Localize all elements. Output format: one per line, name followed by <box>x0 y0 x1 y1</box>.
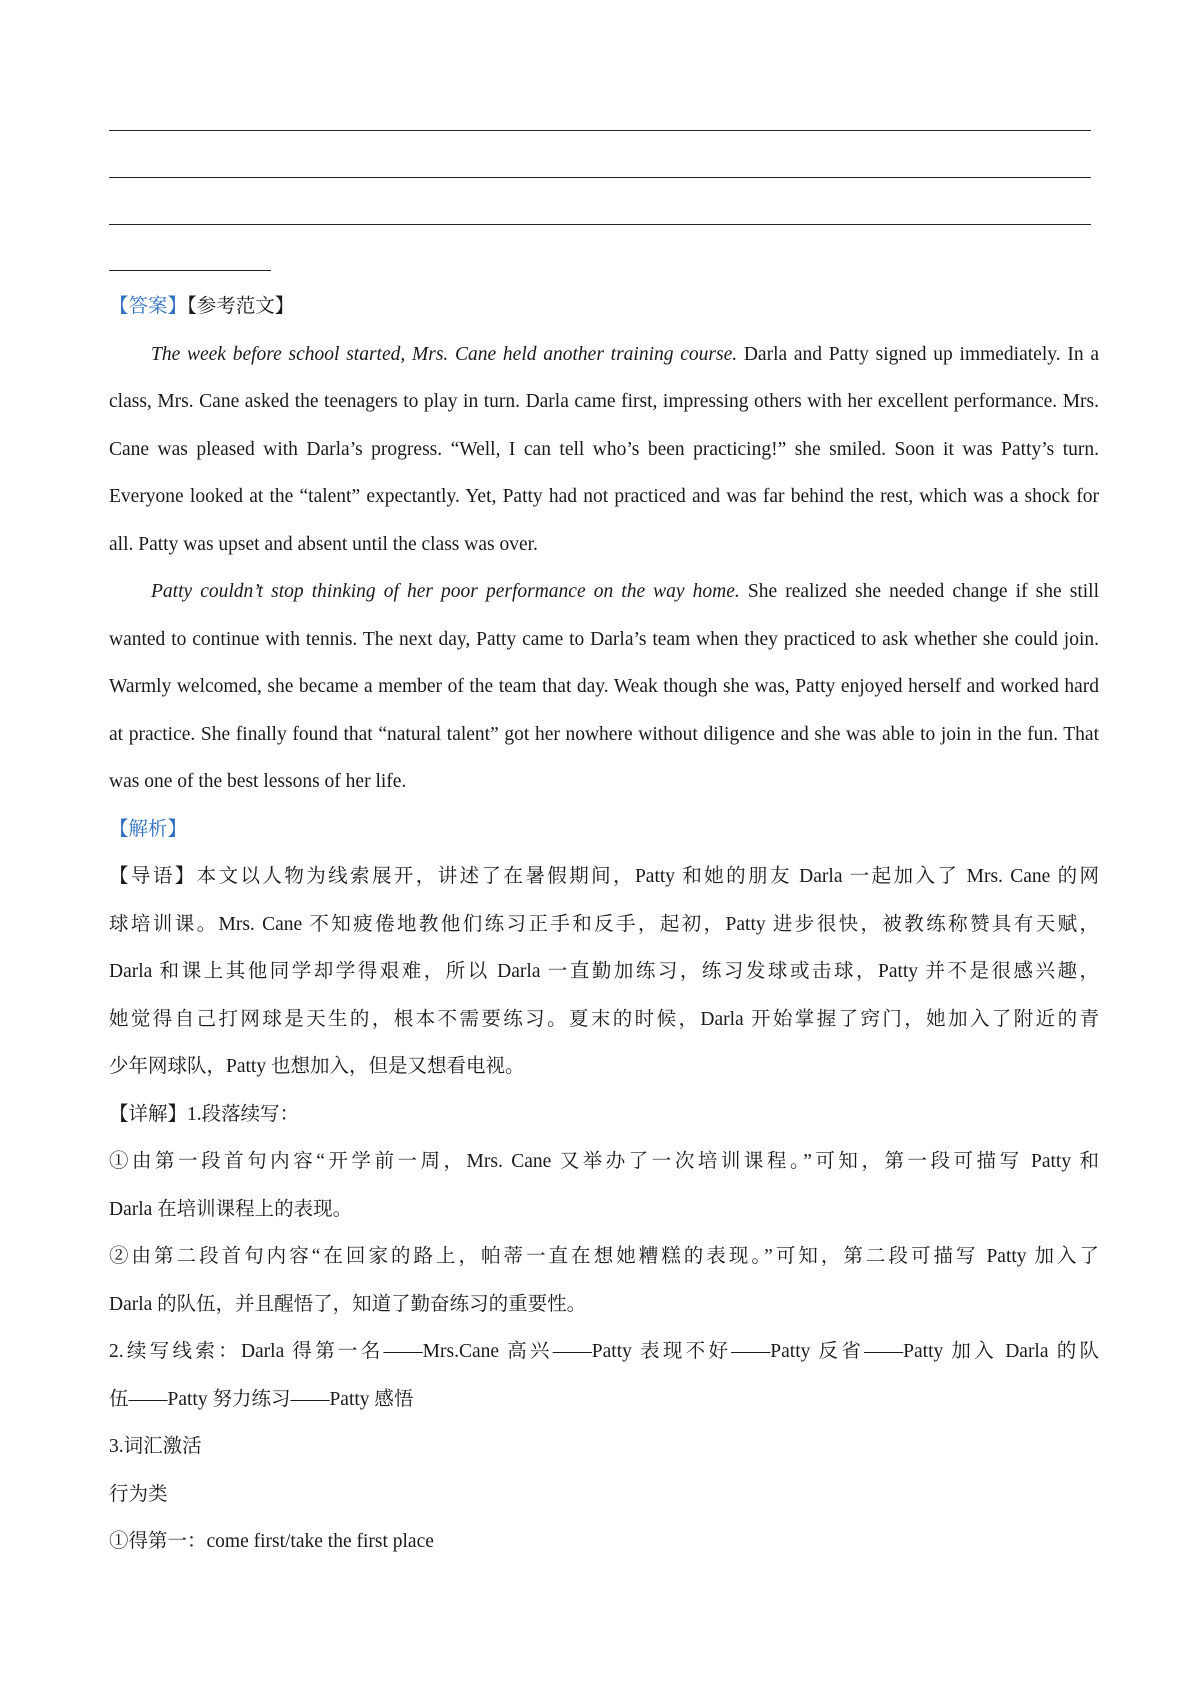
analysis-intro-line: Darla 和课上其他同学却学得艰难，所以 Darla 一直勤加练习，练习发球或击球，Patty 并不是很感兴趣， <box>109 961 1099 982</box>
vocab-category: 行为类 <box>109 1483 168 1505</box>
analysis-intro <box>109 853 1099 1091</box>
essay-paragraph-2 <box>109 568 1099 806</box>
blank-writing-line <box>109 224 1091 225</box>
writing-clues <box>109 1328 1099 1423</box>
analysis-intro-line: 她觉得自己打网球是天生的，根本不需要练习。夏末的时候，Darla 开始掌握了窍门，她加入了附近的青 <box>109 1008 1099 1030</box>
vocab-item: ①得第一：come first/take the first place <box>109 1531 434 1552</box>
essay-paragraph-1 <box>109 331 1099 569</box>
analysis-intro-line: 【导语】本文以人物为线索展开，讲述了在暑假期间，Patty 和她的朋友 Darla 一起加入了 Mrs. Cane 的网 <box>109 866 1099 887</box>
document-body <box>109 283 1099 1566</box>
detail-point-1 <box>109 1138 1099 1233</box>
essay-paragraph-1-lead: The week before school started, Mrs. Cane held another training course. <box>151 343 738 365</box>
detail-heading: 【详解】1.段落续写： <box>109 1103 300 1125</box>
writing-clues-line: 伍——Patty 努力练习——Patty 感悟 <box>109 1388 414 1410</box>
blank-writing-line <box>109 177 1091 178</box>
answer-label: 【答案】 <box>109 296 188 317</box>
detail-point-2-line: Darla 的队伍，并且醒悟了，知道了勤奋练习的重要性。 <box>109 1293 587 1315</box>
writing-clues-line: 2.续写线索：Darla 得第一名——Mrs.Cane 高兴——Patty 表现不好——Patty 反省——Patty 加入 Darla 的队 <box>109 1341 1099 1362</box>
vocab-heading: 3.词汇激活 <box>109 1436 202 1457</box>
detail-point-1-line: ①由第一段首句内容“开学前一周，Mrs. Cane 又举办了一次培训课程。”可知，第一段可描写 Patty 和 <box>109 1151 1099 1172</box>
blank-writing-line <box>109 130 1091 131</box>
analysis-intro-line: 球培训课。Mrs. Cane 不知疲倦地教他们练习正手和反手，起初，Patty 进步很快，被教练称赞具有天赋， <box>109 913 1099 935</box>
blank-writing-line-end <box>109 270 271 271</box>
model-essay-label: 【参考范文】 <box>187 296 295 317</box>
analysis-heading: 【解析】 <box>109 818 188 840</box>
essay-paragraph-2-lead: Patty couldn’t stop thinking of her poor performance on the way home. <box>151 581 740 602</box>
detail-point-2-line: ②由第二段首句内容“在回家的路上，帕蒂一直在想她糟糕的表现。”可知，第二段可描写 Patty 加入了 <box>109 1246 1099 1267</box>
answer-heading <box>109 283 1099 331</box>
essay-paragraph-1-body: Darla and Patty signed up immediately. In a class, Mrs. Cane asked the teenagers to play in turn. Darla came first, impressing others with her excellent performance. Mrs. Cane was pleased with Darla’s progress. “Well, I can tell who’s been practicing!” she smiled. Soon it was Patty’s turn. Everyone looked at the “talent” expectantly. Yet, Patty had not practiced and was far behind the rest, which was a shock for all. Patty was upset and absent until the class was over. <box>109 343 1099 555</box>
analysis-intro-line: 少年网球队，Patty 也想加入，但是又想看电视。 <box>109 1056 525 1077</box>
detail-point-1-line: Darla 在培训课程上的表现。 <box>109 1198 353 1220</box>
essay-paragraph-2-body: She realized she needed change if she still wanted to continue with tennis. The next day, Patty came to Darla’s team when they practiced to ask whether she could join. Warmly welcomed, she became a member of the team that day. Weak though she was, Patty enjoyed herself and worked hard at practice. She finally found that “natural talent” got her nowhere without diligence and she was able to join in the fun. That was one of the best lessons of her life. <box>109 581 1099 792</box>
detail-point-2 <box>109 1233 1099 1328</box>
